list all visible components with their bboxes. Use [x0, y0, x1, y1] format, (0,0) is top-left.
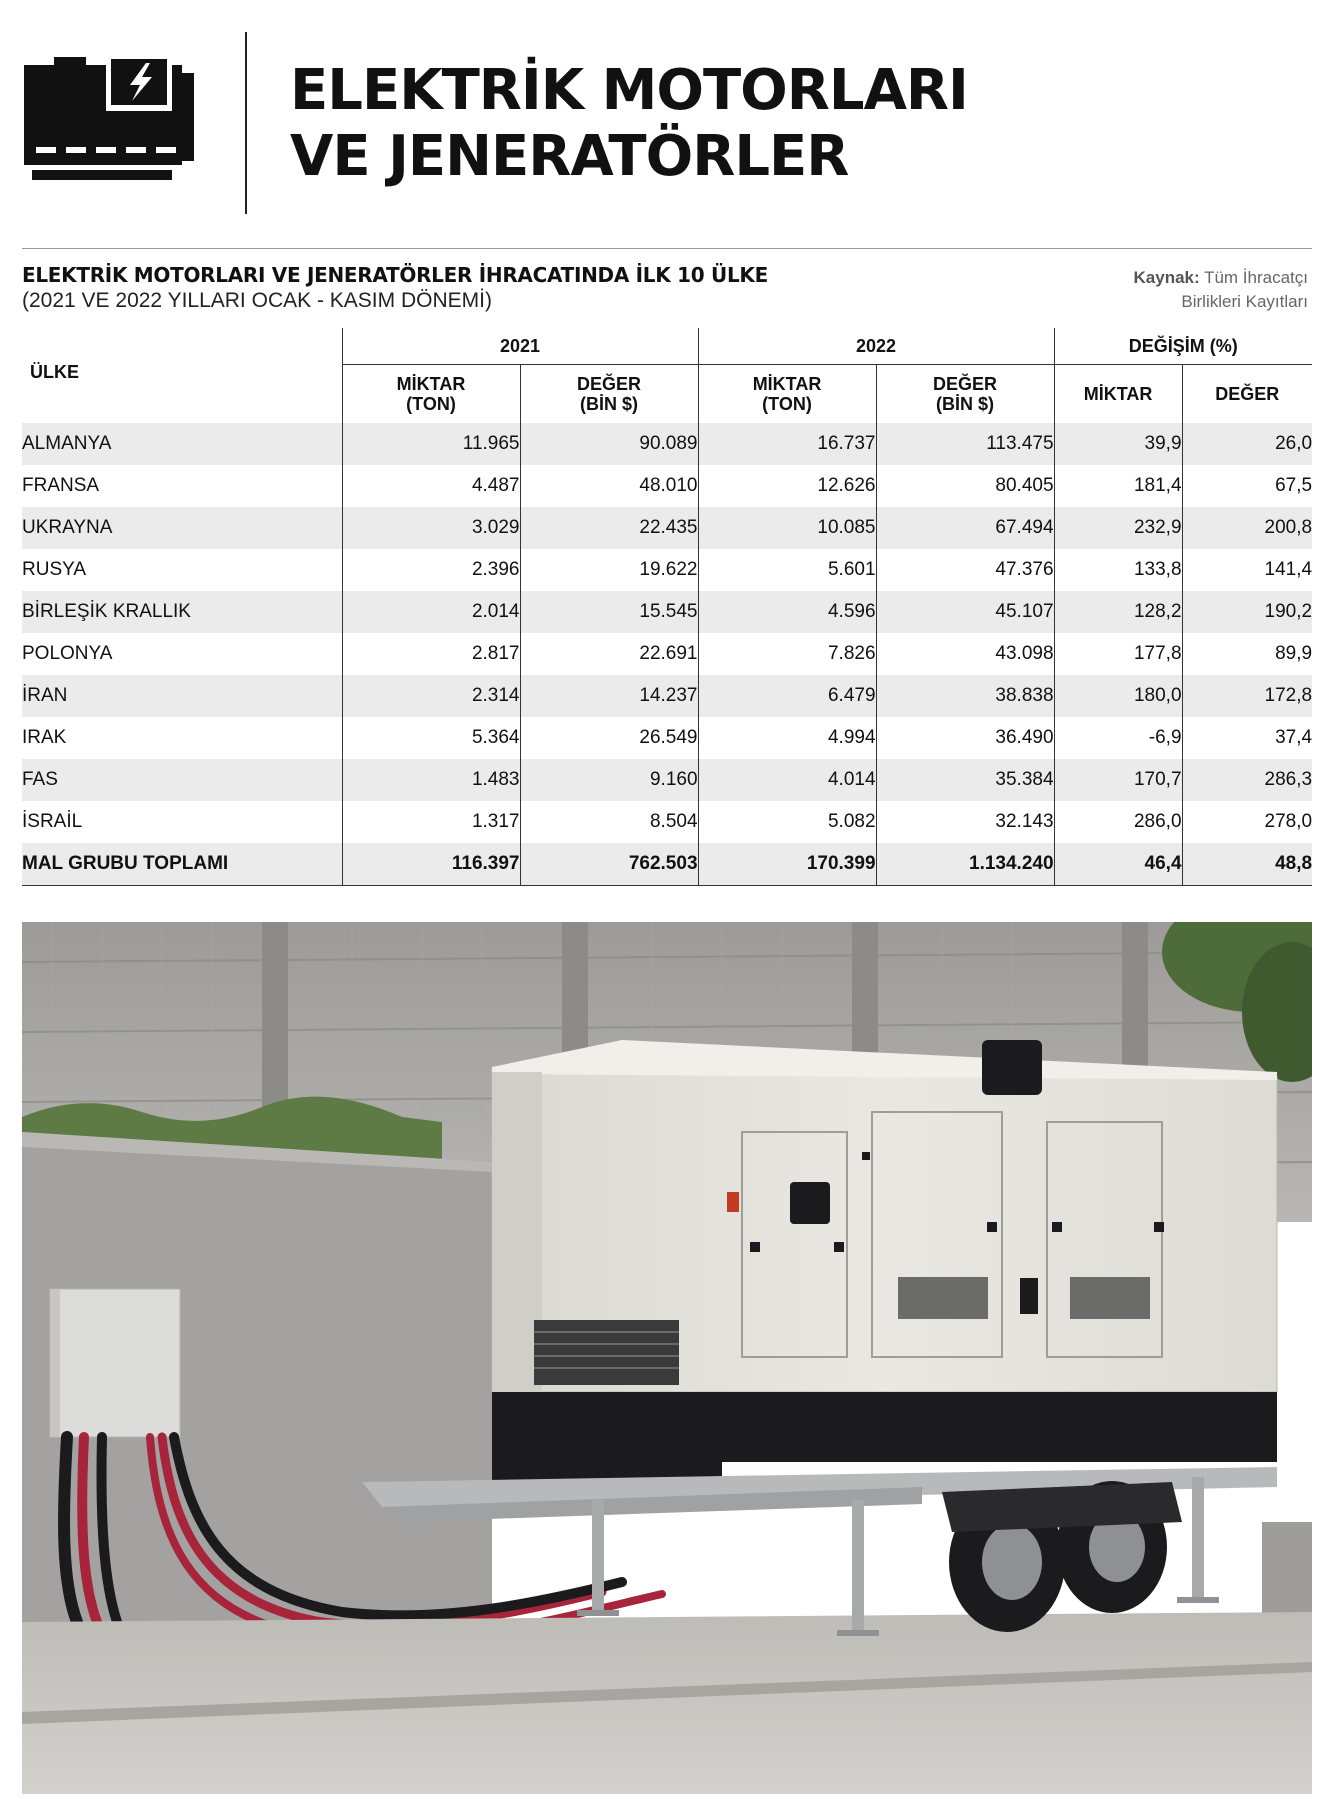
value-cell: 4.596 [698, 591, 876, 633]
country-cell: İRAN [22, 675, 342, 717]
value-cell: 172,8 [1182, 675, 1312, 717]
table-row [22, 507, 1312, 549]
table-subtitle: (2021 VE 2022 YILLARI OCAK - KASIM DÖNEMİ) [22, 289, 492, 312]
value-cell: 4.014 [698, 759, 876, 801]
header-label-line: (TON) [762, 394, 812, 414]
header-label-line: DEĞER [933, 374, 998, 394]
value-cell: 22.691 [520, 633, 698, 675]
value-cell: 8.504 [520, 801, 698, 843]
header-change: DEĞİŞİM (%) [1054, 328, 1312, 365]
value-cell: 47.376 [876, 549, 1054, 591]
value-cell: -6,9 [1054, 717, 1182, 759]
value-cell: 2.314 [342, 675, 520, 717]
value-cell: 38.838 [876, 675, 1054, 717]
header-label-line: (BİN $) [580, 394, 638, 414]
value-cell: 200,8 [1182, 507, 1312, 549]
country-cell: İSRAİL [22, 811, 83, 832]
value-cell: 286,0 [1054, 801, 1182, 843]
source-line2: Birlikleri Kayıtları [1181, 292, 1308, 311]
page-header [0, 0, 1330, 240]
value-cell: 10.085 [698, 507, 876, 549]
value-cell: 5.364 [342, 717, 520, 759]
value-cell: 9.160 [520, 759, 698, 801]
value-cell: 32.143 [876, 801, 1054, 843]
value-cell: 36.490 [876, 717, 1054, 759]
value-cell: 5.082 [698, 801, 876, 843]
header-year-2021: 2021 [342, 328, 698, 365]
table-heading [22, 262, 1022, 314]
value-cell: 4.487 [342, 465, 520, 507]
header-divider [245, 32, 247, 214]
header-change-val: DEĞER [1182, 365, 1312, 424]
header-qty-2022 [698, 365, 876, 424]
value-cell: 180,0 [1054, 675, 1182, 717]
value-cell: 170.399 [698, 843, 876, 886]
value-cell: 45.107 [876, 591, 1054, 633]
value-cell: 181,4 [1054, 465, 1182, 507]
country-cell: BİRLEŞİK KRALLIK [22, 591, 342, 633]
header-year-2022: 2022 [698, 328, 1054, 365]
value-cell: 170,7 [1054, 759, 1182, 801]
table-title: ELEKTRİK MOTORLARI VE JENERATÖRLER İHRACATINDA İLK 10 ÜLKE [22, 263, 768, 287]
value-cell: 11.965 [342, 423, 520, 465]
value-cell: 133,8 [1054, 549, 1182, 591]
value-cell: 22.435 [520, 507, 698, 549]
source-note [1134, 266, 1308, 314]
value-cell: 37,4 [1182, 717, 1312, 759]
country-cell: POLONYA [22, 643, 113, 664]
header-country: ÜLKE [30, 362, 79, 382]
source-line1: Tüm İhracatçı [1204, 268, 1308, 287]
table-row [22, 633, 1312, 675]
export-table [22, 328, 1312, 886]
value-cell: 48.010 [520, 465, 698, 507]
value-cell: 128,2 [1054, 591, 1182, 633]
value-cell: 19.622 [520, 549, 698, 591]
value-cell: 14.237 [520, 675, 698, 717]
country-cell: MAL GRUBU TOPLAMI [22, 843, 342, 886]
header-label-line: (BİN $) [936, 394, 995, 414]
table-row [22, 591, 1312, 633]
header-qty-2021 [342, 365, 520, 424]
value-cell: 89,9 [1182, 633, 1312, 675]
value-cell: 67,5 [1182, 465, 1312, 507]
page-title [290, 58, 1290, 190]
value-cell: 4.994 [698, 717, 876, 759]
table-total-row [22, 843, 1312, 886]
value-cell: 48,8 [1182, 843, 1312, 886]
value-cell: 90.089 [520, 423, 698, 465]
header-val-2022 [876, 365, 1054, 424]
value-cell: 116.397 [342, 843, 520, 886]
value-cell: 113.475 [876, 423, 1054, 465]
country-cell: UKRAYNA [22, 507, 342, 549]
header-val-2021 [520, 365, 698, 424]
country-cell: RUSYA [22, 559, 87, 580]
country-cell: ALMANYA [22, 423, 342, 465]
value-cell: 177,8 [1054, 633, 1182, 675]
value-cell: 6.479 [698, 675, 876, 717]
table-row [22, 759, 1312, 801]
value-cell: 39,9 [1054, 423, 1182, 465]
value-cell: 7.826 [698, 633, 876, 675]
header-label-line: MİKTAR [396, 374, 466, 394]
value-cell: 762.503 [520, 843, 698, 886]
source-label: Kaynak: [1133, 268, 1200, 287]
value-cell: 3.029 [342, 507, 520, 549]
header-change-qty: MİKTAR [1054, 365, 1182, 424]
header-label-line: (TON) [406, 394, 456, 414]
value-cell: 232,9 [1054, 507, 1182, 549]
table-row [22, 801, 1312, 843]
value-cell: 43.098 [876, 633, 1054, 675]
value-cell: 2.014 [342, 591, 520, 633]
value-cell: 16.737 [698, 423, 876, 465]
country-cell: FAS [22, 759, 342, 801]
value-cell: 15.545 [520, 591, 698, 633]
generator-photo [22, 922, 1312, 1794]
value-cell: 80.405 [876, 465, 1054, 507]
table-row [22, 549, 1312, 591]
value-cell: 1.134.240 [876, 843, 1054, 886]
generator-lightning-icon [22, 55, 202, 195]
value-cell: 2.817 [342, 633, 520, 675]
value-cell: 141,4 [1182, 549, 1312, 591]
header-label-line: MİKTAR [752, 374, 822, 394]
country-cell: FRANSA [22, 475, 100, 496]
value-cell: 286,3 [1182, 759, 1312, 801]
value-cell: 35.384 [876, 759, 1054, 801]
value-cell: 67.494 [876, 507, 1054, 549]
value-cell: 5.601 [698, 549, 876, 591]
table-row [22, 675, 1312, 717]
value-cell: 1.483 [342, 759, 520, 801]
table-row [22, 423, 1312, 465]
value-cell: 278,0 [1182, 801, 1312, 843]
value-cell: 190,2 [1182, 591, 1312, 633]
value-cell: 26.549 [520, 717, 698, 759]
country-cell: IRAK [22, 727, 67, 748]
table-row [22, 717, 1312, 759]
value-cell: 1.317 [342, 801, 520, 843]
page-title-line1: ELEKTRİK MOTORLARI [290, 58, 968, 123]
top-rule [22, 248, 1312, 249]
header-label-line: DEĞER [577, 374, 642, 394]
page-title-line2: VE JENERATÖRLER [290, 124, 849, 189]
value-cell: 46,4 [1054, 843, 1182, 886]
value-cell: 2.396 [342, 549, 520, 591]
value-cell: 12.626 [698, 465, 876, 507]
table-row [22, 465, 1312, 507]
value-cell: 26,0 [1182, 423, 1312, 465]
